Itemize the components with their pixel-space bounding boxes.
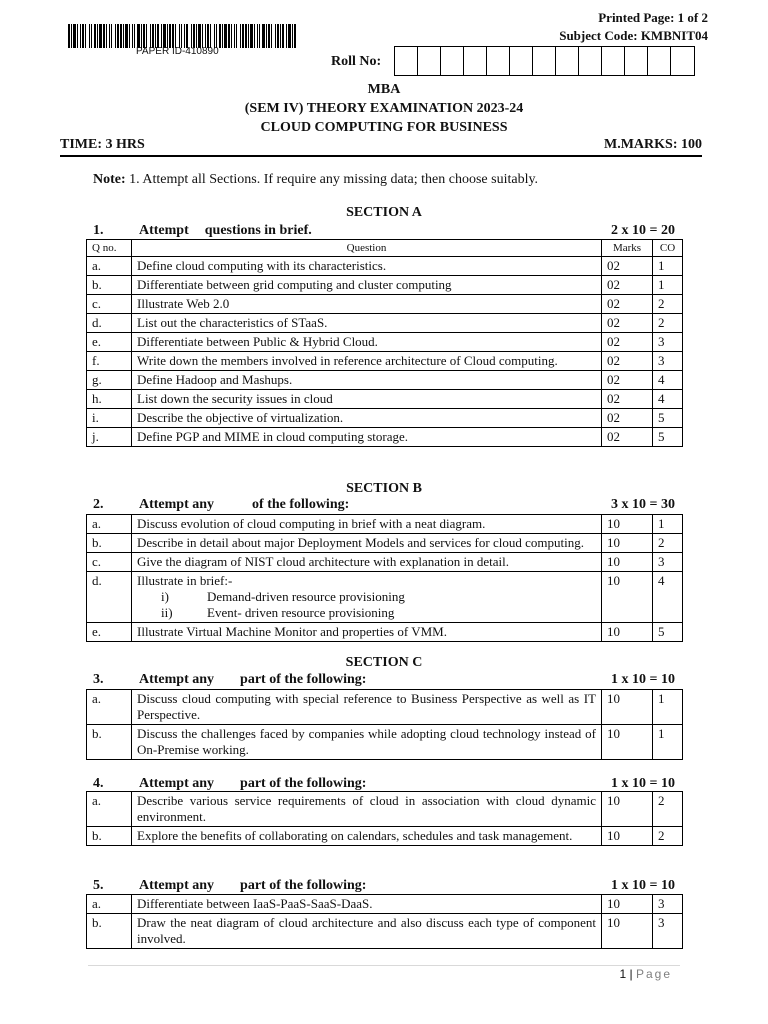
table-row xyxy=(87,314,683,333)
program-title: MBA xyxy=(367,82,401,97)
row-question: Discuss evolution of cloud computing in brief with a neat diagram. xyxy=(132,515,602,534)
row-co: 1 xyxy=(653,725,683,760)
row-qno: f. xyxy=(87,352,132,371)
question-instruction: part of the following: xyxy=(240,878,367,893)
roll-no-box[interactable] xyxy=(464,47,487,75)
row-question: Write down the members involved in reference architecture of Cloud computing. xyxy=(132,352,602,371)
row-question-text: Illustrate in brief:- xyxy=(137,573,233,588)
row-marks: 02 xyxy=(602,295,653,314)
row-qno: d. xyxy=(87,572,132,623)
row-qno: c. xyxy=(87,295,132,314)
row-qno: b. xyxy=(87,827,132,846)
question-instruction: Attempt any xyxy=(139,497,215,512)
row-co: 2 xyxy=(653,827,683,846)
row-qno: b. xyxy=(87,725,132,760)
question-instruction: Attempt any xyxy=(139,878,215,893)
row-marks: 02 xyxy=(602,276,653,295)
row-qno: c. xyxy=(87,553,132,572)
row-marks: 02 xyxy=(602,314,653,333)
question-instruction: Attempt xyxy=(139,223,189,238)
roll-no-box[interactable] xyxy=(556,47,579,75)
exam-title: (SEM IV) THEORY EXAMINATION 2023-24 xyxy=(244,101,524,116)
page-word: Page xyxy=(635,967,672,981)
table-row xyxy=(87,792,683,827)
row-marks: 10 xyxy=(602,827,653,846)
table-row xyxy=(87,371,683,390)
page-number: 1 xyxy=(619,967,627,981)
row-marks: 02 xyxy=(602,333,653,352)
row-co: 2 xyxy=(653,792,683,827)
row-co: 3 xyxy=(653,895,683,914)
question-number: 2. xyxy=(93,497,104,512)
row-question: Discuss the challenges faced by companies while adopting cloud technology instead of On-Premise working. xyxy=(132,725,602,760)
sub-item-text: Event- driven resource provisioning xyxy=(207,605,395,620)
row-co: 1 xyxy=(653,276,683,295)
row-marks: 02 xyxy=(602,371,653,390)
row-co: 4 xyxy=(653,572,683,623)
row-co: 4 xyxy=(653,390,683,409)
question-instruction: part of the following: xyxy=(240,776,367,791)
question-marks: 1 x 10 = 10 xyxy=(611,776,675,791)
roll-no-box[interactable] xyxy=(602,47,625,75)
row-qno: a. xyxy=(87,515,132,534)
row-co: 1 xyxy=(653,515,683,534)
divider xyxy=(60,155,702,157)
table-row xyxy=(87,428,683,447)
section-a-table xyxy=(86,239,683,447)
page-footer xyxy=(619,967,672,981)
question-number: 4. xyxy=(93,776,104,791)
header-question: Question xyxy=(132,240,602,257)
question-3-table xyxy=(86,689,683,760)
row-question: Describe the objective of virtualization. xyxy=(132,409,602,428)
row-co: 4 xyxy=(653,371,683,390)
roll-no-box[interactable] xyxy=(510,47,533,75)
table-row xyxy=(87,534,683,553)
printed-page: Printed Page: 1 of 2 xyxy=(598,10,708,25)
sub-item-number: ii) xyxy=(161,605,173,620)
note xyxy=(93,172,538,188)
note-label: Note: xyxy=(93,172,126,187)
question-4-table xyxy=(86,791,683,846)
row-question: Differentiate between Public & Hybrid Cloud. xyxy=(132,333,602,352)
roll-no-box[interactable] xyxy=(441,47,464,75)
roll-no-box[interactable] xyxy=(533,47,556,75)
row-marks: 10 xyxy=(602,792,653,827)
subject-code: Subject Code: KMBNIT04 xyxy=(559,28,708,43)
roll-no-box[interactable] xyxy=(487,47,510,75)
roll-no-boxes[interactable] xyxy=(394,46,695,76)
table-row xyxy=(87,690,683,725)
row-question: Give the diagram of NIST cloud architecture with explanation in detail. xyxy=(132,553,602,572)
row-co: 3 xyxy=(653,553,683,572)
row-marks: 10 xyxy=(602,914,653,949)
row-question: Describe in detail about major Deployment Models and services for cloud computing. xyxy=(132,534,602,553)
row-qno: g. xyxy=(87,371,132,390)
table-row xyxy=(87,390,683,409)
page-separator: | xyxy=(629,967,633,981)
row-co: 3 xyxy=(653,333,683,352)
row-marks: 10 xyxy=(602,895,653,914)
row-co: 2 xyxy=(653,314,683,333)
row-question: Define PGP and MIME in cloud computing storage. xyxy=(132,428,602,447)
table-row xyxy=(87,827,683,846)
row-marks: 10 xyxy=(602,572,653,623)
header-qno: Q no. xyxy=(87,240,132,257)
header-marks: Marks xyxy=(602,240,653,257)
row-marks: 02 xyxy=(602,390,653,409)
row-marks: 10 xyxy=(602,725,653,760)
row-qno: d. xyxy=(87,314,132,333)
section-b-title: SECTION B xyxy=(346,481,422,496)
question-marks: 1 x 10 = 10 xyxy=(611,672,675,687)
row-question: Discuss cloud computing with special reference to Business Perspective as well as IT Perspective. xyxy=(132,690,602,725)
section-b-table xyxy=(86,514,683,642)
row-qno: b. xyxy=(87,914,132,949)
row-question: Differentiate between IaaS-PaaS-SaaS-DaaS. xyxy=(132,895,602,914)
table-header-row xyxy=(87,240,683,257)
question-instruction: part of the following: xyxy=(240,672,367,687)
table-row xyxy=(87,333,683,352)
question-instruction: of the following: xyxy=(252,497,350,512)
table-row xyxy=(87,572,683,623)
row-qno: i. xyxy=(87,409,132,428)
row-question: List down the security issues in cloud xyxy=(132,390,602,409)
row-question: Define cloud computing with its characteristics. xyxy=(132,257,602,276)
row-question: List out the characteristics of STaaS. xyxy=(132,314,602,333)
table-row xyxy=(87,257,683,276)
table-row xyxy=(87,515,683,534)
header-co: CO xyxy=(653,240,683,257)
question-instruction: questions in brief. xyxy=(204,223,312,238)
row-qno: a. xyxy=(87,690,132,725)
row-qno: b. xyxy=(87,276,132,295)
row-co: 2 xyxy=(653,295,683,314)
max-marks: M.MARKS: 100 xyxy=(604,137,702,152)
course-title: CLOUD COMPUTING FOR BUSINESS xyxy=(260,120,508,135)
row-marks: 10 xyxy=(602,690,653,725)
row-marks: 02 xyxy=(602,409,653,428)
question-marks: 1 x 10 = 10 xyxy=(611,878,675,893)
table-row xyxy=(87,276,683,295)
row-question: Differentiate between grid computing and cluster computing xyxy=(132,276,602,295)
row-question: Describe various service requirements of cloud in association with cloud dynamic environment. xyxy=(132,792,602,827)
row-qno: a. xyxy=(87,792,132,827)
row-qno: b. xyxy=(87,534,132,553)
row-co: 2 xyxy=(653,534,683,553)
question-number: 5. xyxy=(93,878,104,893)
question-marks: 2 x 10 = 20 xyxy=(611,223,675,238)
table-row xyxy=(87,295,683,314)
row-co: 1 xyxy=(653,690,683,725)
roll-no-box[interactable] xyxy=(579,47,602,75)
row-marks: 10 xyxy=(602,623,653,642)
row-question xyxy=(132,572,602,623)
row-question: Define Hadoop and Mashups. xyxy=(132,371,602,390)
row-qno: a. xyxy=(87,895,132,914)
section-a-title: SECTION A xyxy=(346,205,422,220)
row-marks: 02 xyxy=(602,352,653,371)
row-marks: 02 xyxy=(602,428,653,447)
exam-time: TIME: 3 HRS xyxy=(60,137,145,152)
roll-no-box[interactable] xyxy=(648,47,671,75)
table-row xyxy=(87,409,683,428)
row-qno: j. xyxy=(87,428,132,447)
question-5-table xyxy=(86,894,683,949)
row-qno: h. xyxy=(87,390,132,409)
row-marks: 10 xyxy=(602,515,653,534)
row-co: 5 xyxy=(653,623,683,642)
section-c-title: SECTION C xyxy=(345,655,423,670)
question-instruction: Attempt any xyxy=(139,776,215,791)
roll-no-label: Roll No: xyxy=(331,54,382,69)
table-row xyxy=(87,914,683,949)
question-number: 3. xyxy=(93,672,104,687)
table-row xyxy=(87,553,683,572)
roll-no-box[interactable] xyxy=(671,47,694,75)
row-marks: 10 xyxy=(602,553,653,572)
row-question: Explore the benefits of collaborating on calendars, schedules and task management. xyxy=(132,827,602,846)
note-text: 1. Attempt all Sections. If require any missing data; then choose suitably. xyxy=(129,172,539,187)
row-question: Illustrate Virtual Machine Monitor and properties of VMM. xyxy=(132,623,602,642)
sub-item-number: i) xyxy=(161,589,169,604)
row-co: 5 xyxy=(653,409,683,428)
row-co: 1 xyxy=(653,257,683,276)
roll-no-box[interactable] xyxy=(418,47,441,75)
row-marks: 10 xyxy=(602,534,653,553)
sub-item xyxy=(137,605,596,621)
row-co: 3 xyxy=(653,914,683,949)
barcode xyxy=(68,24,296,48)
row-co: 3 xyxy=(653,352,683,371)
row-question: Draw the neat diagram of cloud architecture and also discuss each type of component involved. xyxy=(132,914,602,949)
footer-divider xyxy=(88,965,680,966)
table-row xyxy=(87,352,683,371)
roll-no-box[interactable] xyxy=(625,47,648,75)
row-question: Illustrate Web 2.0 xyxy=(132,295,602,314)
sub-item-text: Demand-driven resource provisioning xyxy=(207,589,405,604)
row-qno: e. xyxy=(87,623,132,642)
roll-no-box[interactable] xyxy=(395,47,418,75)
row-qno: a. xyxy=(87,257,132,276)
row-co: 5 xyxy=(653,428,683,447)
table-row xyxy=(87,623,683,642)
question-number: 1. xyxy=(93,223,104,238)
sub-item xyxy=(137,589,596,605)
row-qno: e. xyxy=(87,333,132,352)
row-marks: 02 xyxy=(602,257,653,276)
question-marks: 3 x 10 = 30 xyxy=(611,497,675,512)
paper-id: PAPER ID-410890 xyxy=(136,46,219,57)
question-instruction: Attempt any xyxy=(139,672,215,687)
table-row xyxy=(87,895,683,914)
table-row xyxy=(87,725,683,760)
